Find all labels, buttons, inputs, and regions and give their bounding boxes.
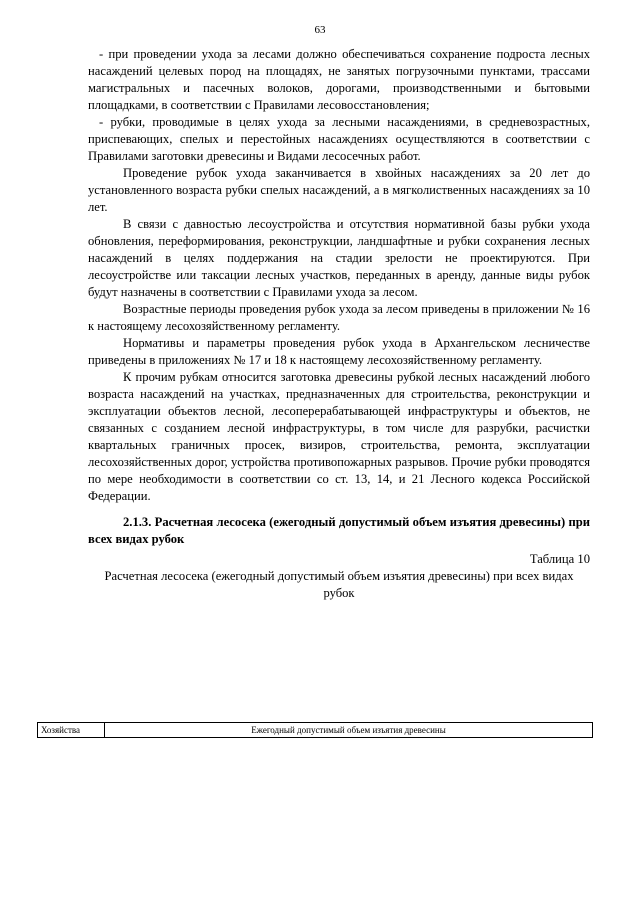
table-header-row bbox=[38, 723, 593, 738]
section-number: 2.1.3. bbox=[123, 515, 152, 529]
header-cell-farms: Хозяйства bbox=[38, 723, 105, 738]
page-body bbox=[88, 46, 590, 602]
body-paragraph: - рубки, проводимые в целях ухода за лесными насаждениями, в средневозрастных, приспевающих, спелых и перестойных насаждениях осуществляются в соответствии с Правилами заготовки древесины и Видами лесосечных работ. bbox=[88, 115, 590, 163]
body-paragraph: В связи с давностью лесоустройства и отсутствия нормативной базы рубки ухода обновления, переформирования, реконструкции, ландшафтные и рубки сохранения лесных насаждений в целях поддержания на стадии зрелости не проектируются. При лесоустройстве или таксации лесных участков, переданных в аренду, данные виды рубок будут назначены в соответствии с Правилами ухода за лесом. bbox=[88, 217, 590, 299]
header-cell-annual-volume: Ежегодный допустимый объем изъятия древесины bbox=[105, 723, 593, 738]
page-number: 63 bbox=[314, 24, 326, 36]
section-heading bbox=[88, 514, 590, 548]
body-paragraph: Проведение рубок ухода заканчивается в хвойных насаждениях за 20 лет до установленного возраста рубки спелых насаждений, а в мягколиственных насаждениях за 10 лет. bbox=[88, 166, 590, 214]
body-paragraph: Нормативы и параметры проведения рубок ухода в Архангельском лесничестве приведены в приложениях № 17 и 18 к настоящему лесохозяйственному регламенту. bbox=[88, 336, 590, 367]
body-paragraph: Возрастные периоды проведения рубок ухода за лесом приведены в приложении № 16 к настоящему лесохозяйственному регламенту. bbox=[88, 302, 590, 333]
table-label: Таблица 10 bbox=[529, 552, 590, 566]
allowable-cut-table bbox=[37, 722, 593, 738]
table-caption: Расчетная лесосека (ежегодный допустимый объем изъятия древесины) при всех видах рубок bbox=[104, 569, 574, 600]
section-title: Расчетная лесосека (ежегодный допустимый объем изъятия древесины) при всех видах рубок bbox=[88, 515, 590, 546]
body-paragraph: К прочим рубкам относится заготовка древесины рубкой лесных насаждений любого возраста насаждений на участках, предназначенных для строительства, реконструкции и эксплуатации объектов лесной, лесоперерабатывающей инфраструктуры и объектов, не связанных с созданием лесной инфраструктуры, в том числе для разрубки, расчистки квартальных граничных просек, визиров, строительства, ремонта, эксплуатации лесохозяйственных дорог, устройства противопожарных разрывов. Прочие рубки проводятся по мере необходимости в соответствии со ст. 13, 14, и 21 Лесного кодекса Российской Федерации. bbox=[88, 370, 590, 503]
body-paragraph: - при проведении ухода за лесами должно обеспечиваться сохранение подроста лесных насаждений целевых пород на площадях, не занятых погрузочными пунктами, трассами магистральных и пасечных волоков, дорогами, производственными и бытовыми площадками, в соответствии с Правилами лесовосстановления; bbox=[88, 47, 590, 112]
